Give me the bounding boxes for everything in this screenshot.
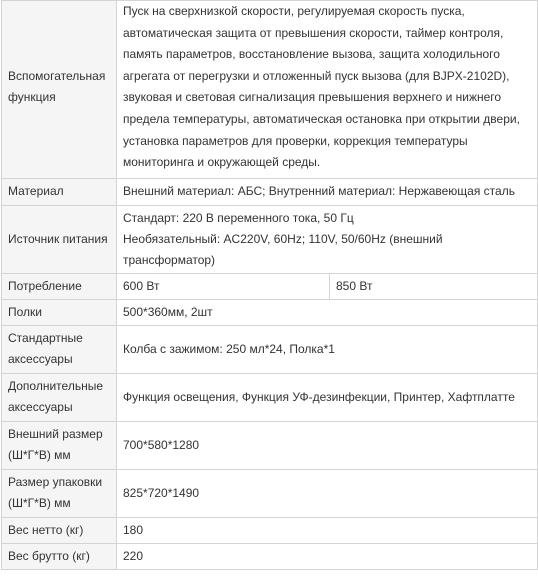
row-label: Вспомогательная функция (2, 1, 117, 179)
table-row-package-size (2, 469, 538, 517)
row-value: Пуск на сверхнизкой скорости, регулируемая скорость пуска, автоматическая защита от превышения скорости, таймер контроля, память параметров, восстановление вызова, защита холодильного агрегата от перегрузки и отложенный пуск вызова (для BJPX-2102D), звуковая и световая сигнализация превышения верхнего и нижнего предела температуры, автоматическая остановка при открытии двери, установка параметров для проверки, коррекция температуры мониторинга и окружающей среды. (117, 1, 538, 179)
row-label: Внешний размер (Ш*Г*В) мм (2, 421, 117, 469)
row-label: Материал (2, 178, 117, 205)
row-label: Потребление (2, 273, 117, 299)
row-value: 180 (117, 517, 538, 543)
table-row-standard-accessories (2, 325, 538, 373)
power-optional-line: Необязательный: AC220V, 60Hz; 110V, 50/60Hz (внешний трансформатор) (123, 231, 443, 267)
power-standard-line: Стандарт: 220 В переменного тока, 50 Гц (123, 210, 354, 225)
specifications-table (1, 0, 538, 570)
row-value (117, 205, 538, 273)
table-row-material (2, 178, 538, 205)
row-label: Дополнительные аксессуары (2, 373, 117, 421)
table-row-gross-weight (2, 543, 538, 569)
row-value: Колба с зажимом: 250 мл*24, Полка*1 (117, 325, 538, 373)
table-row-consumption (2, 273, 538, 299)
row-label: Полки (2, 299, 117, 325)
row-label: Вес нетто (кг) (2, 517, 117, 543)
row-label: Стандартные аксессуары (2, 325, 117, 373)
row-label: Источник питания (2, 205, 117, 273)
consumption-value-a: 600 Вт (117, 273, 330, 299)
row-value: 220 (117, 543, 538, 569)
consumption-value-b: 850 Вт (330, 273, 538, 299)
row-value: Внешний материал: АБС; Внутренний материал: Нержавеющая сталь (117, 178, 538, 205)
row-value: 500*360мм, 2шт (117, 299, 538, 325)
table-row-net-weight (2, 517, 538, 543)
row-label: Вес брутто (кг) (2, 543, 117, 569)
row-value: 825*720*1490 (117, 469, 538, 517)
row-label: Размер упаковки (Ш*Г*В) мм (2, 469, 117, 517)
table-row-power-supply (2, 205, 538, 273)
row-value: Функция освещения, Функция УФ-дезинфекции, Принтер, Хафтплатте (117, 373, 538, 421)
table-row-shelves (2, 299, 538, 325)
table-row-external-size (2, 421, 538, 469)
table-row-optional-accessories (2, 373, 538, 421)
table-row-auxiliary-function (2, 1, 538, 179)
row-value: 700*580*1280 (117, 421, 538, 469)
